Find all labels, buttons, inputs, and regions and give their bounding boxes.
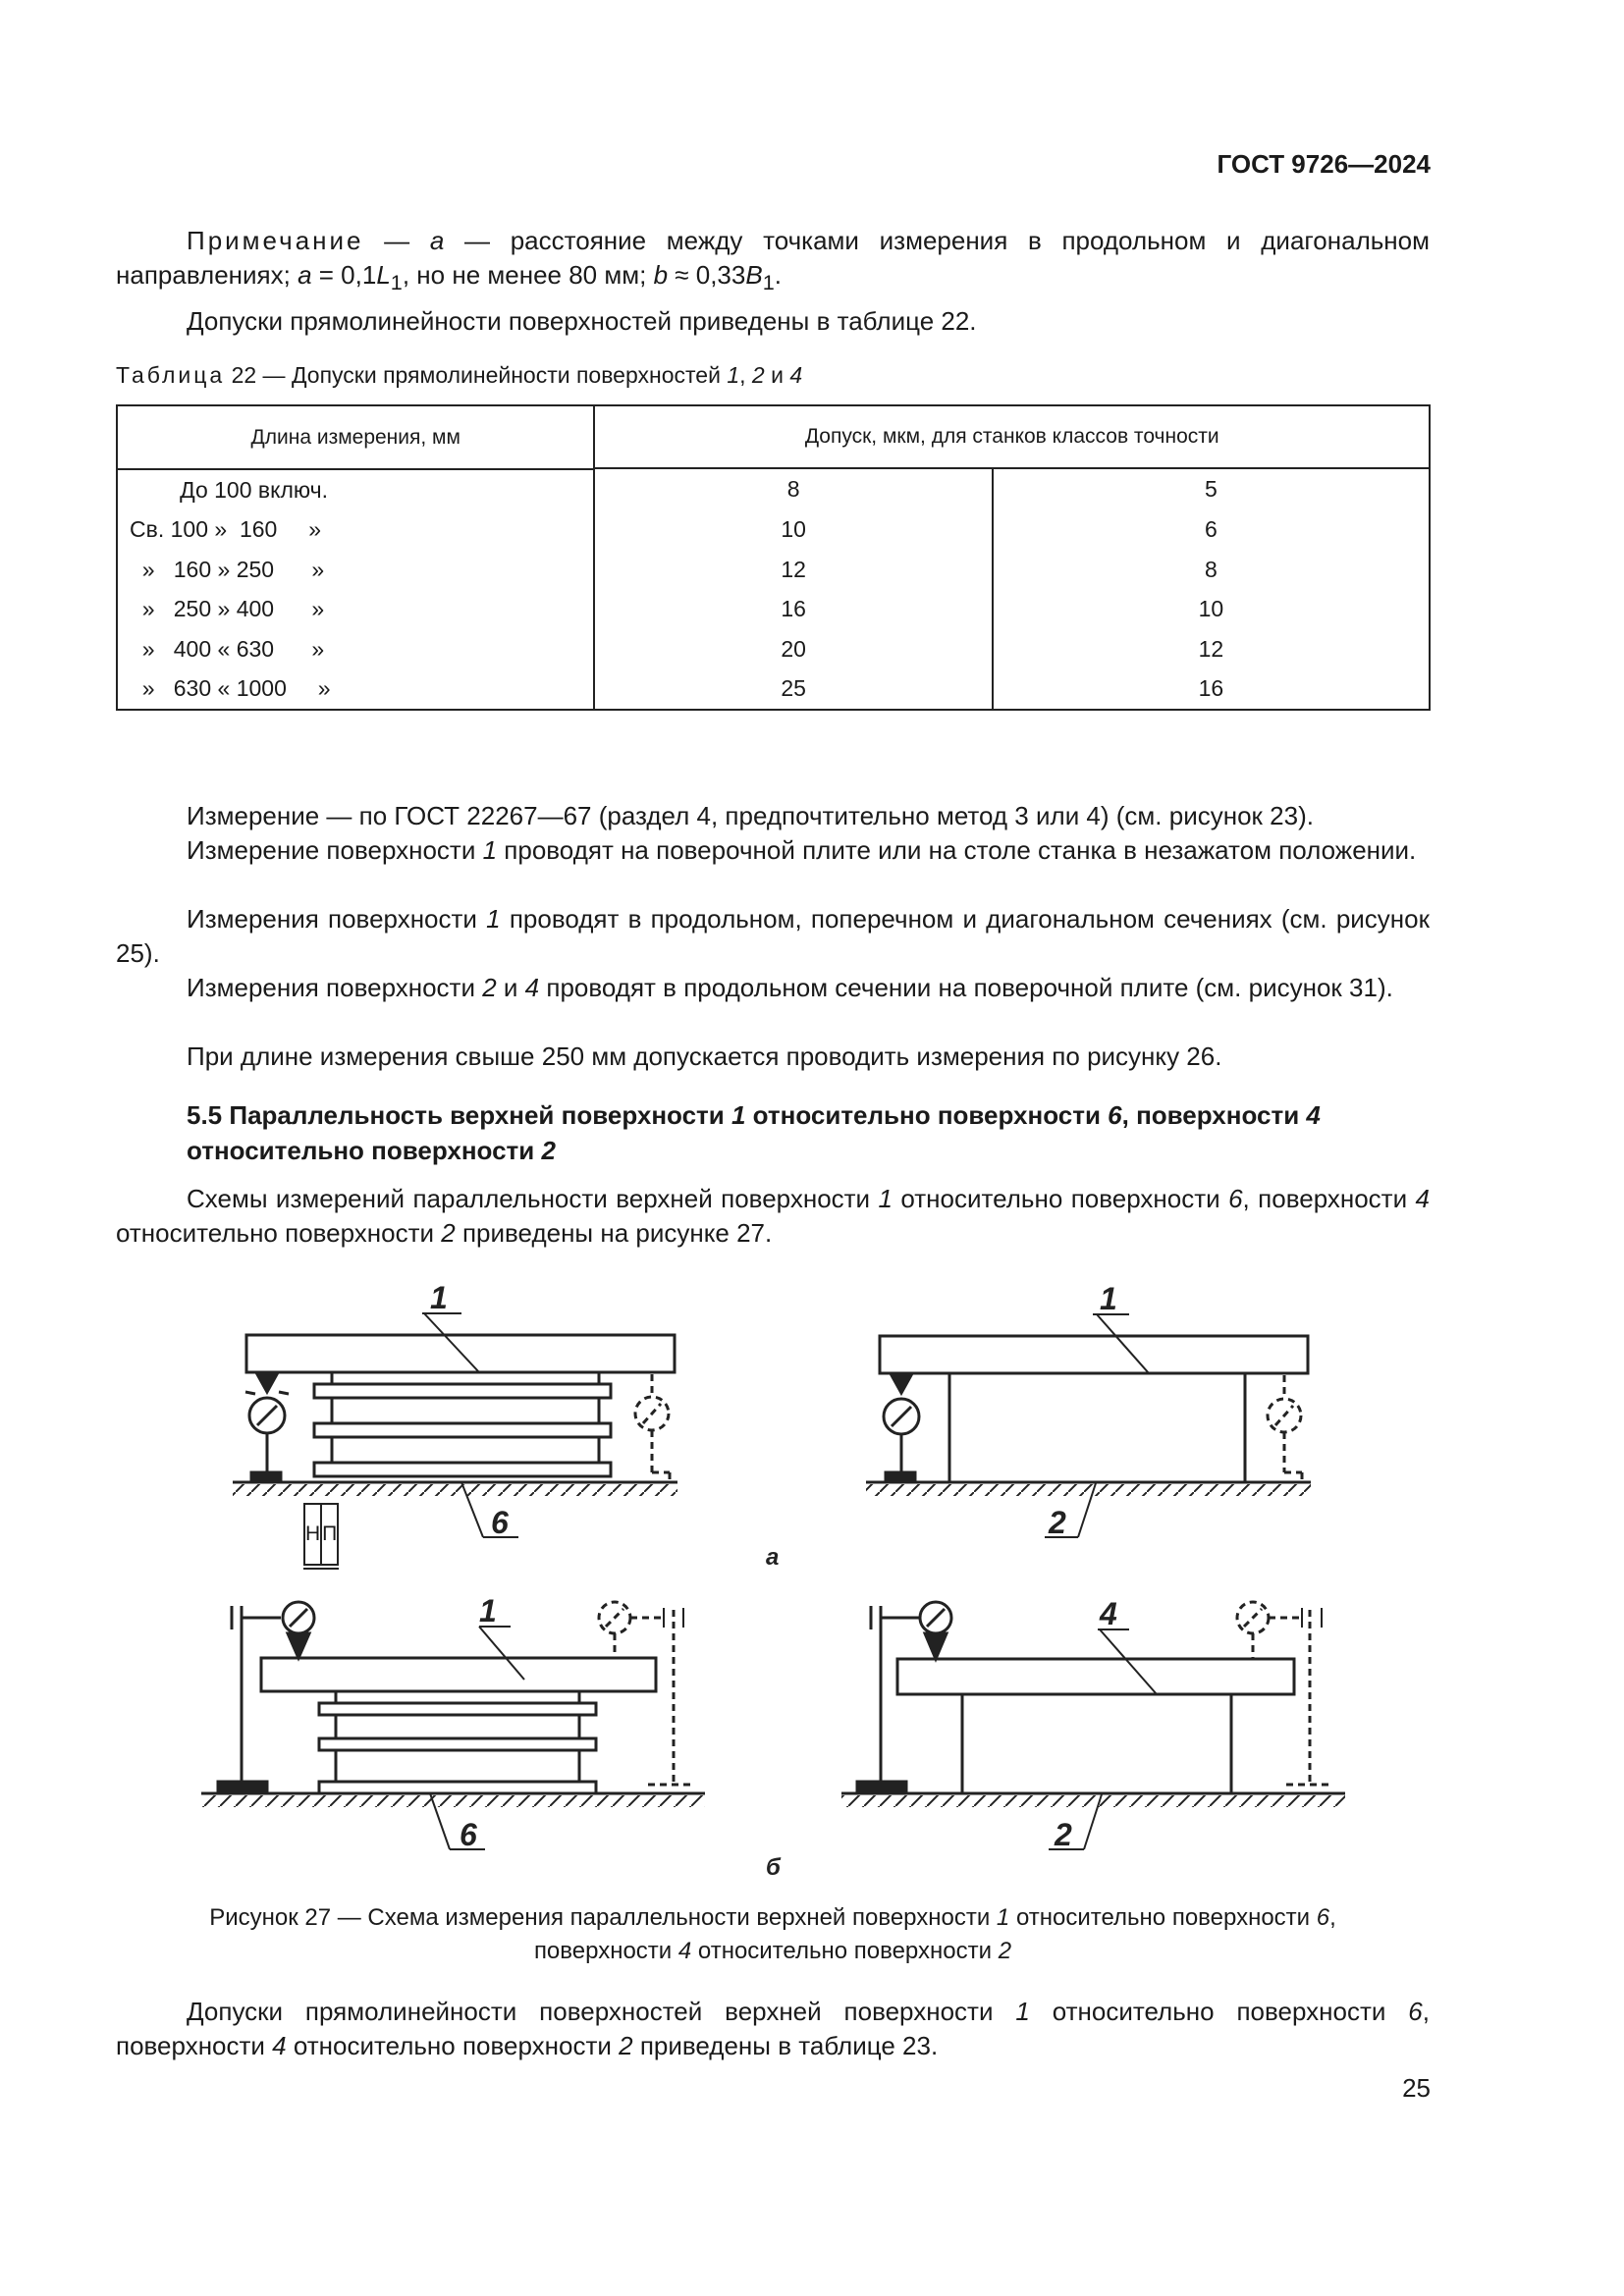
- surface-number: 2: [482, 973, 497, 1002]
- note-text: , но не менее 80 мм;: [402, 260, 654, 290]
- indicator-solid: [245, 1374, 289, 1482]
- caption-text: относительно поверхности: [691, 1938, 999, 1964]
- heading-text: , поверхности: [1121, 1100, 1307, 1130]
- note-var-L: L: [376, 260, 391, 290]
- plate-1: [261, 1658, 656, 1691]
- base-hatching: [841, 1795, 1345, 1807]
- para-text: и: [496, 973, 525, 1002]
- para-text: , поверхности: [116, 1997, 1430, 2060]
- cell-p: 8: [993, 550, 1430, 590]
- table-caption-text: ,: [739, 362, 752, 388]
- cell-h: 8: [594, 469, 992, 510]
- note-text: ≈ 0,33: [668, 260, 746, 290]
- cell-h: 16: [594, 590, 992, 630]
- plate-1: [880, 1336, 1308, 1373]
- surface-number: 1: [482, 835, 498, 865]
- para-text: проводят на поверочной плите или на столе станка в незажатом положении.: [497, 835, 1417, 865]
- para-text: проводят в продольном, поперечном и диагональном сечениях (см. рисунок 25).: [116, 904, 1430, 968]
- note-text: —: [363, 226, 430, 255]
- label-surface-1: 1: [430, 1280, 448, 1315]
- table-caption-text: 22 — Допуски прямолинейности поверхностей: [225, 362, 728, 388]
- surface-number: 2: [541, 1136, 556, 1165]
- surface-number: 6: [1108, 1100, 1122, 1130]
- cell-h: 10: [594, 510, 992, 551]
- caption-text: ,: [1329, 1904, 1336, 1931]
- indicator-solid: [884, 1375, 919, 1482]
- surface-number: 4: [1415, 1184, 1430, 1213]
- surface-number: 6: [1316, 1904, 1330, 1931]
- subfigure-label-b: б: [766, 1854, 781, 1881]
- heading-text: относительно поверхности: [745, 1100, 1109, 1130]
- stack-part: [314, 1372, 611, 1476]
- cell-p: 12: [993, 629, 1430, 669]
- surface-number: 1: [731, 1100, 746, 1130]
- cell-length: » 400 « 630 »: [117, 629, 594, 669]
- note-text: = 0,1: [311, 260, 377, 290]
- caption-text: Рисунок 27 — Схема измерения параллельности верхней поверхности: [209, 1904, 997, 1931]
- cell-p: 6: [993, 510, 1430, 551]
- surface-number: 2: [998, 1938, 1012, 1964]
- surface-number: 4: [272, 2031, 287, 2060]
- measurement-paragraph-1: Измерение — по ГОСТ 22267—67 (раздел 4, предпочтительно метод 3 или 4) (см. рисунок 23).: [187, 801, 1314, 830]
- cell-p: 5: [993, 469, 1430, 510]
- section-number: 5.5: [187, 1100, 223, 1130]
- surface-number: 1: [486, 904, 501, 934]
- para-text: проводят в продольном сечении на поверочной плите (см. рисунок 31).: [539, 973, 1393, 1002]
- table-caption-num: 4: [789, 362, 803, 388]
- heading-text: относительно поверхности: [187, 1136, 542, 1165]
- note-var-b: b: [653, 260, 669, 290]
- cell-h: 25: [594, 669, 992, 711]
- note-text: — расстояние между точками измерения в продольном и диагональном направлениях;: [116, 226, 1431, 290]
- para-text: Измерения поверхности: [187, 904, 487, 934]
- subfigure-label-a: а: [766, 1544, 780, 1571]
- para-text: Схемы измерений параллельности верхней поверхности: [187, 1184, 879, 1213]
- table-caption-label: Таблица: [116, 362, 226, 388]
- document-id-header: ГОСТ 9726—2024: [1217, 149, 1431, 179]
- closing-paragraph: [116, 1995, 1430, 2063]
- scheme-b-right: [841, 1602, 1345, 1849]
- header-class-h: Н: [304, 1504, 321, 1567]
- note-var-a: a: [298, 260, 312, 290]
- surface-number: 6: [1408, 1997, 1423, 2026]
- para-text: относительно поверхности: [286, 2031, 620, 2060]
- heading-text: Параллельность верхней поверхности: [222, 1100, 731, 1130]
- surface-number: 4: [1306, 1100, 1321, 1130]
- para-text: относительно поверхности: [892, 1184, 1229, 1213]
- caption-text: поверхности: [533, 1938, 678, 1964]
- para-text: относительно поверхности: [1029, 1997, 1409, 2026]
- table-caption-num: 1: [727, 362, 740, 388]
- indicator-dashed: [1268, 1375, 1302, 1480]
- cell-length: » 160 » 250 »: [117, 550, 594, 590]
- label-surface-2: 2: [1049, 1505, 1066, 1540]
- table-caption-text: и: [764, 362, 790, 388]
- scheme-b-left: [201, 1602, 705, 1849]
- figure-caption: [116, 1901, 1430, 1968]
- surface-number: 2: [441, 1218, 456, 1248]
- note-var-a: a: [429, 226, 445, 255]
- surface-number: 1: [996, 1904, 1010, 1931]
- surface-number: 6: [1228, 1184, 1243, 1213]
- note-var-B: B: [745, 260, 763, 290]
- base-hatching: [866, 1484, 1311, 1496]
- para-text: приведены на рисунке 27.: [455, 1218, 773, 1248]
- para-text: Измерения поверхности: [187, 973, 483, 1002]
- surface-number: 2: [619, 2031, 633, 2060]
- page-number: 25: [1402, 2073, 1431, 2103]
- stand-indicator-dashed: [599, 1602, 695, 1785]
- para-text: Допуски прямолинейности поверхностей верхней поверхности: [187, 1997, 1016, 2026]
- indicator-dashed: [635, 1374, 670, 1480]
- stack-part: [319, 1691, 596, 1793]
- surface-number: 1: [1015, 1997, 1030, 2026]
- header-tolerance: Допуск, мкм, для станков классов точности: [594, 405, 1430, 468]
- plate-4: [897, 1659, 1294, 1694]
- note-label: Примечание: [187, 226, 364, 255]
- cell-length: » 630 « 1000 »: [117, 669, 594, 711]
- note-text: .: [774, 260, 782, 290]
- surface-number: 4: [677, 1938, 692, 1964]
- cell-length: » 250 » 400 »: [117, 590, 594, 630]
- caption-text: относительно поверхности: [1009, 1904, 1317, 1931]
- table-caption-num: 2: [751, 362, 765, 388]
- label-surface-2: 2: [1055, 1817, 1072, 1852]
- label-surface-4: 4: [1100, 1596, 1117, 1631]
- label-surface-6: 6: [491, 1505, 509, 1540]
- intro-paragraph: Допуски прямолинейности поверхностей приведены в таблице 22.: [187, 306, 977, 336]
- label-surface-1: 1: [1100, 1281, 1117, 1316]
- header-length: Длина измерения, мм: [117, 405, 594, 469]
- note-subscript: 1: [762, 270, 775, 295]
- stand-indicator-solid: [857, 1602, 951, 1793]
- para-text: , поверхности: [1242, 1184, 1416, 1213]
- para-text: относительно поверхности: [116, 1218, 442, 1248]
- header-class-p: П: [321, 1504, 338, 1567]
- measurement-paragraph-5: При длине измерения свыше 250 мм допускается проводить измерения по рисунку 26.: [187, 1041, 1222, 1071]
- cell-length: Св. 100 » 160 »: [117, 510, 594, 551]
- cell-h: 12: [594, 550, 992, 590]
- stand-indicator-solid: [218, 1602, 314, 1793]
- cell-length: До 100 включ.: [117, 469, 594, 510]
- para-text: Измерение поверхности: [187, 835, 483, 865]
- base-hatching: [233, 1484, 677, 1496]
- scheme-a-left: [233, 1313, 677, 1537]
- surface-number: 4: [524, 973, 540, 1002]
- para-text: приведены в таблице 23.: [632, 2031, 939, 2060]
- label-surface-6: 6: [460, 1817, 477, 1852]
- cell-p: 16: [993, 669, 1430, 711]
- surface-number: 1: [878, 1184, 893, 1213]
- cell-p: 10: [993, 590, 1430, 630]
- base-hatching: [201, 1795, 705, 1807]
- label-surface-1: 1: [479, 1593, 497, 1629]
- scheme-a-right: [866, 1314, 1311, 1537]
- note-subscript: 1: [390, 270, 403, 295]
- cell-h: 20: [594, 629, 992, 669]
